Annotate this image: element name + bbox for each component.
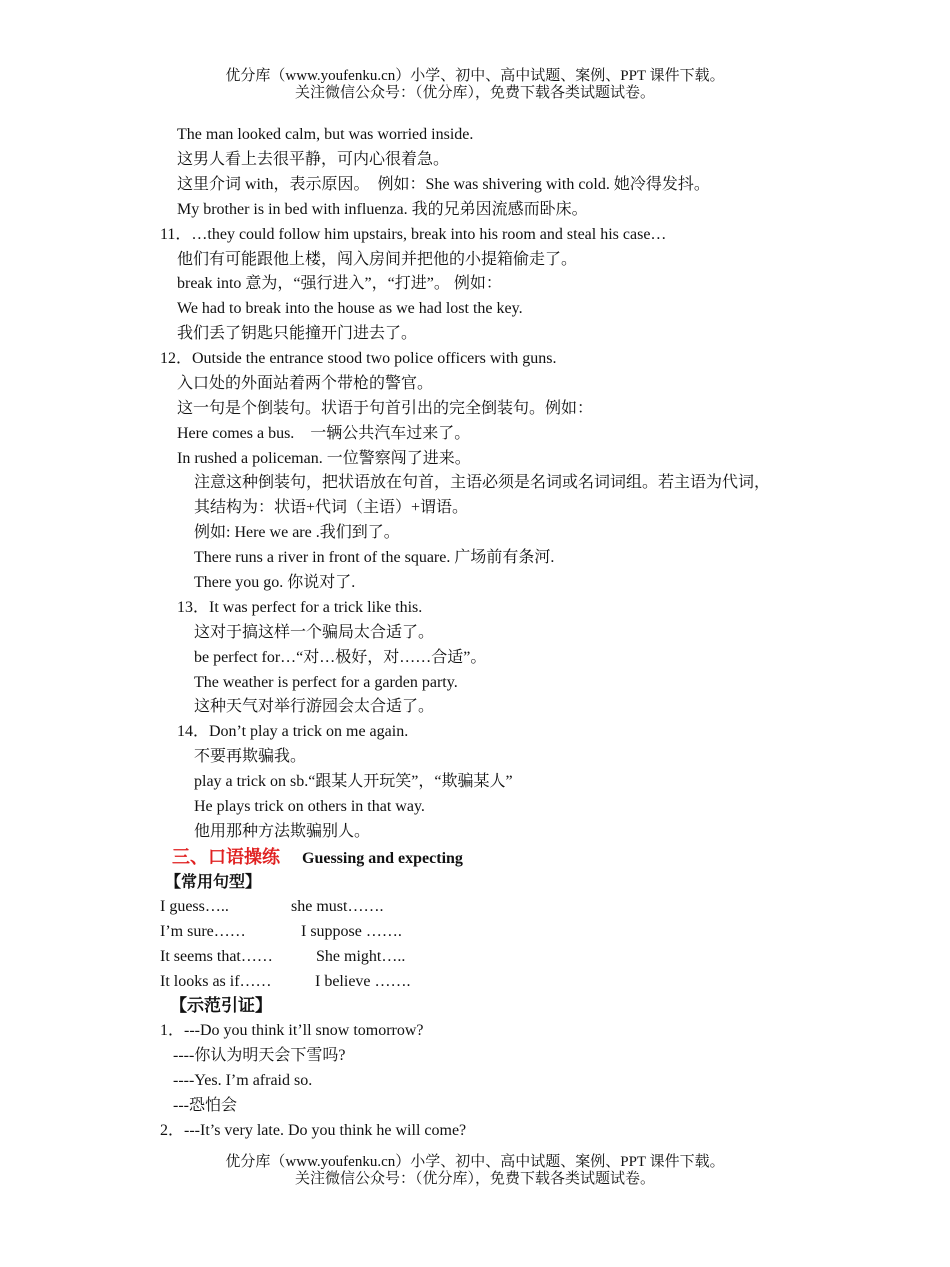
text-line: 这男人看上去很平静，可内心很着急。 <box>177 151 450 168</box>
text-line: My brother is in bed with influenza. 我的兄弟因流感而卧床。 <box>177 201 588 218</box>
text-line: 他用那种方法欺骗别人。 <box>194 823 371 840</box>
header-line-2: 关注微信公众号：（优分库），免费下载各类试题试卷。 <box>294 85 655 101</box>
text-line: He plays trick on others in that way. <box>194 798 425 815</box>
text-line: 这对于搞这样一个骗局太合适了。 <box>194 624 435 641</box>
text-line: The weather is perfect for a garden party. <box>194 674 458 691</box>
text-line: 这里介词 with，表示原因。 例如：She was shivering with cold. 她冷得发抖。 <box>177 176 710 193</box>
pattern-right: I believe ……. <box>315 973 411 990</box>
pattern-left: I’m sure…… <box>160 923 246 940</box>
footer-line-2: 关注微信公众号：（优分库），免费下载各类试题试卷。 <box>294 1171 655 1187</box>
text-line: 不要再欺骗我。 <box>194 748 307 765</box>
example-line: 2．---It’s very late. Do you think he will come? <box>160 1122 467 1139</box>
text-line: be perfect for…“对…极好，对……合适”。 <box>194 649 487 666</box>
page-footer <box>0 1154 950 1188</box>
page-header <box>0 68 950 102</box>
numbered-item: 12．Outside the entrance stood two police officers with guns. <box>160 350 557 367</box>
text-line: In rushed a policeman. 一位警察闯了进来。 <box>177 450 471 467</box>
text-line: 他们有可能跟他上楼，闯入房间并把他的小提箱偷走了。 <box>177 251 578 268</box>
text-line: We had to break into the house as we had lost the key. <box>177 300 523 317</box>
example-line: ----你认为明天会下雪吗? <box>173 1047 346 1064</box>
examples-heading: 【示范引证】 <box>170 996 272 1015</box>
pattern-right: She might….. <box>316 948 406 965</box>
section-subtitle: Guessing and expecting <box>302 850 463 867</box>
text-line: 我们丢了钥匙只能撞开门进去了。 <box>177 325 418 342</box>
header-line-1: 优分库（www.youfenku.cn）小学、初中、高中试题、案例、PPT 课件下载。 <box>225 68 725 84</box>
footer-line-1: 优分库（www.youfenku.cn）小学、初中、高中试题、案例、PPT 课件下载。 <box>225 1154 725 1170</box>
numbered-item: 13．It was perfect for a trick like this. <box>177 599 423 616</box>
example-line: ----Yes. I’m afraid so. <box>173 1072 313 1089</box>
patterns-heading: 【常用句型】 <box>165 874 262 891</box>
pattern-right: she must……. <box>291 898 384 915</box>
text-line: The man looked calm, but was worried inside. <box>177 126 474 143</box>
text-line: 例如: Here we are .我们到了。 <box>194 524 400 541</box>
pattern-left: I guess….. <box>160 898 229 915</box>
pattern-left: It seems that…… <box>160 948 273 965</box>
example-line: ---恐怕会 <box>173 1097 237 1114</box>
text-line: 入口处的外面站着两个带枪的警官。 <box>177 375 434 392</box>
numbered-item: 11．…they could follow him upstairs, break into his room and steal his case… <box>160 226 667 243</box>
pattern-left: It looks as if…… <box>160 973 272 990</box>
text-line: There you go. 你说对了. <box>194 574 356 591</box>
text-line: Here comes a bus. 一辆公共汽车过来了。 <box>177 425 471 442</box>
text-line: 其结构为：状语+代词（主语）+谓语。 <box>194 499 469 516</box>
text-line: 这一句是个倒装句。状语于句首引出的完全倒装句。例如： <box>177 400 594 417</box>
text-line: There runs a river in front of the square. 广场前有条河. <box>194 549 555 566</box>
text-line: 注意这种倒装句，把状语放在句首，主语必须是名词或名词词组。若主语为代词， <box>194 474 771 491</box>
pattern-right: I suppose ……. <box>301 923 402 940</box>
text-line: play a trick on sb.“跟某人开玩笑”，“欺骗某人” <box>194 773 513 790</box>
section-heading <box>172 846 463 870</box>
text-line: break into 意为，“强行进入”，“打进”。 例如： <box>177 275 502 292</box>
text-line: 这种天气对举行游园会太合适了。 <box>194 698 435 715</box>
section-title: 三、口语操练 <box>172 847 280 867</box>
numbered-item: 14．Don’t play a trick on me again. <box>177 723 409 740</box>
example-line: 1．---Do you think it’ll snow tomorrow? <box>160 1022 424 1039</box>
